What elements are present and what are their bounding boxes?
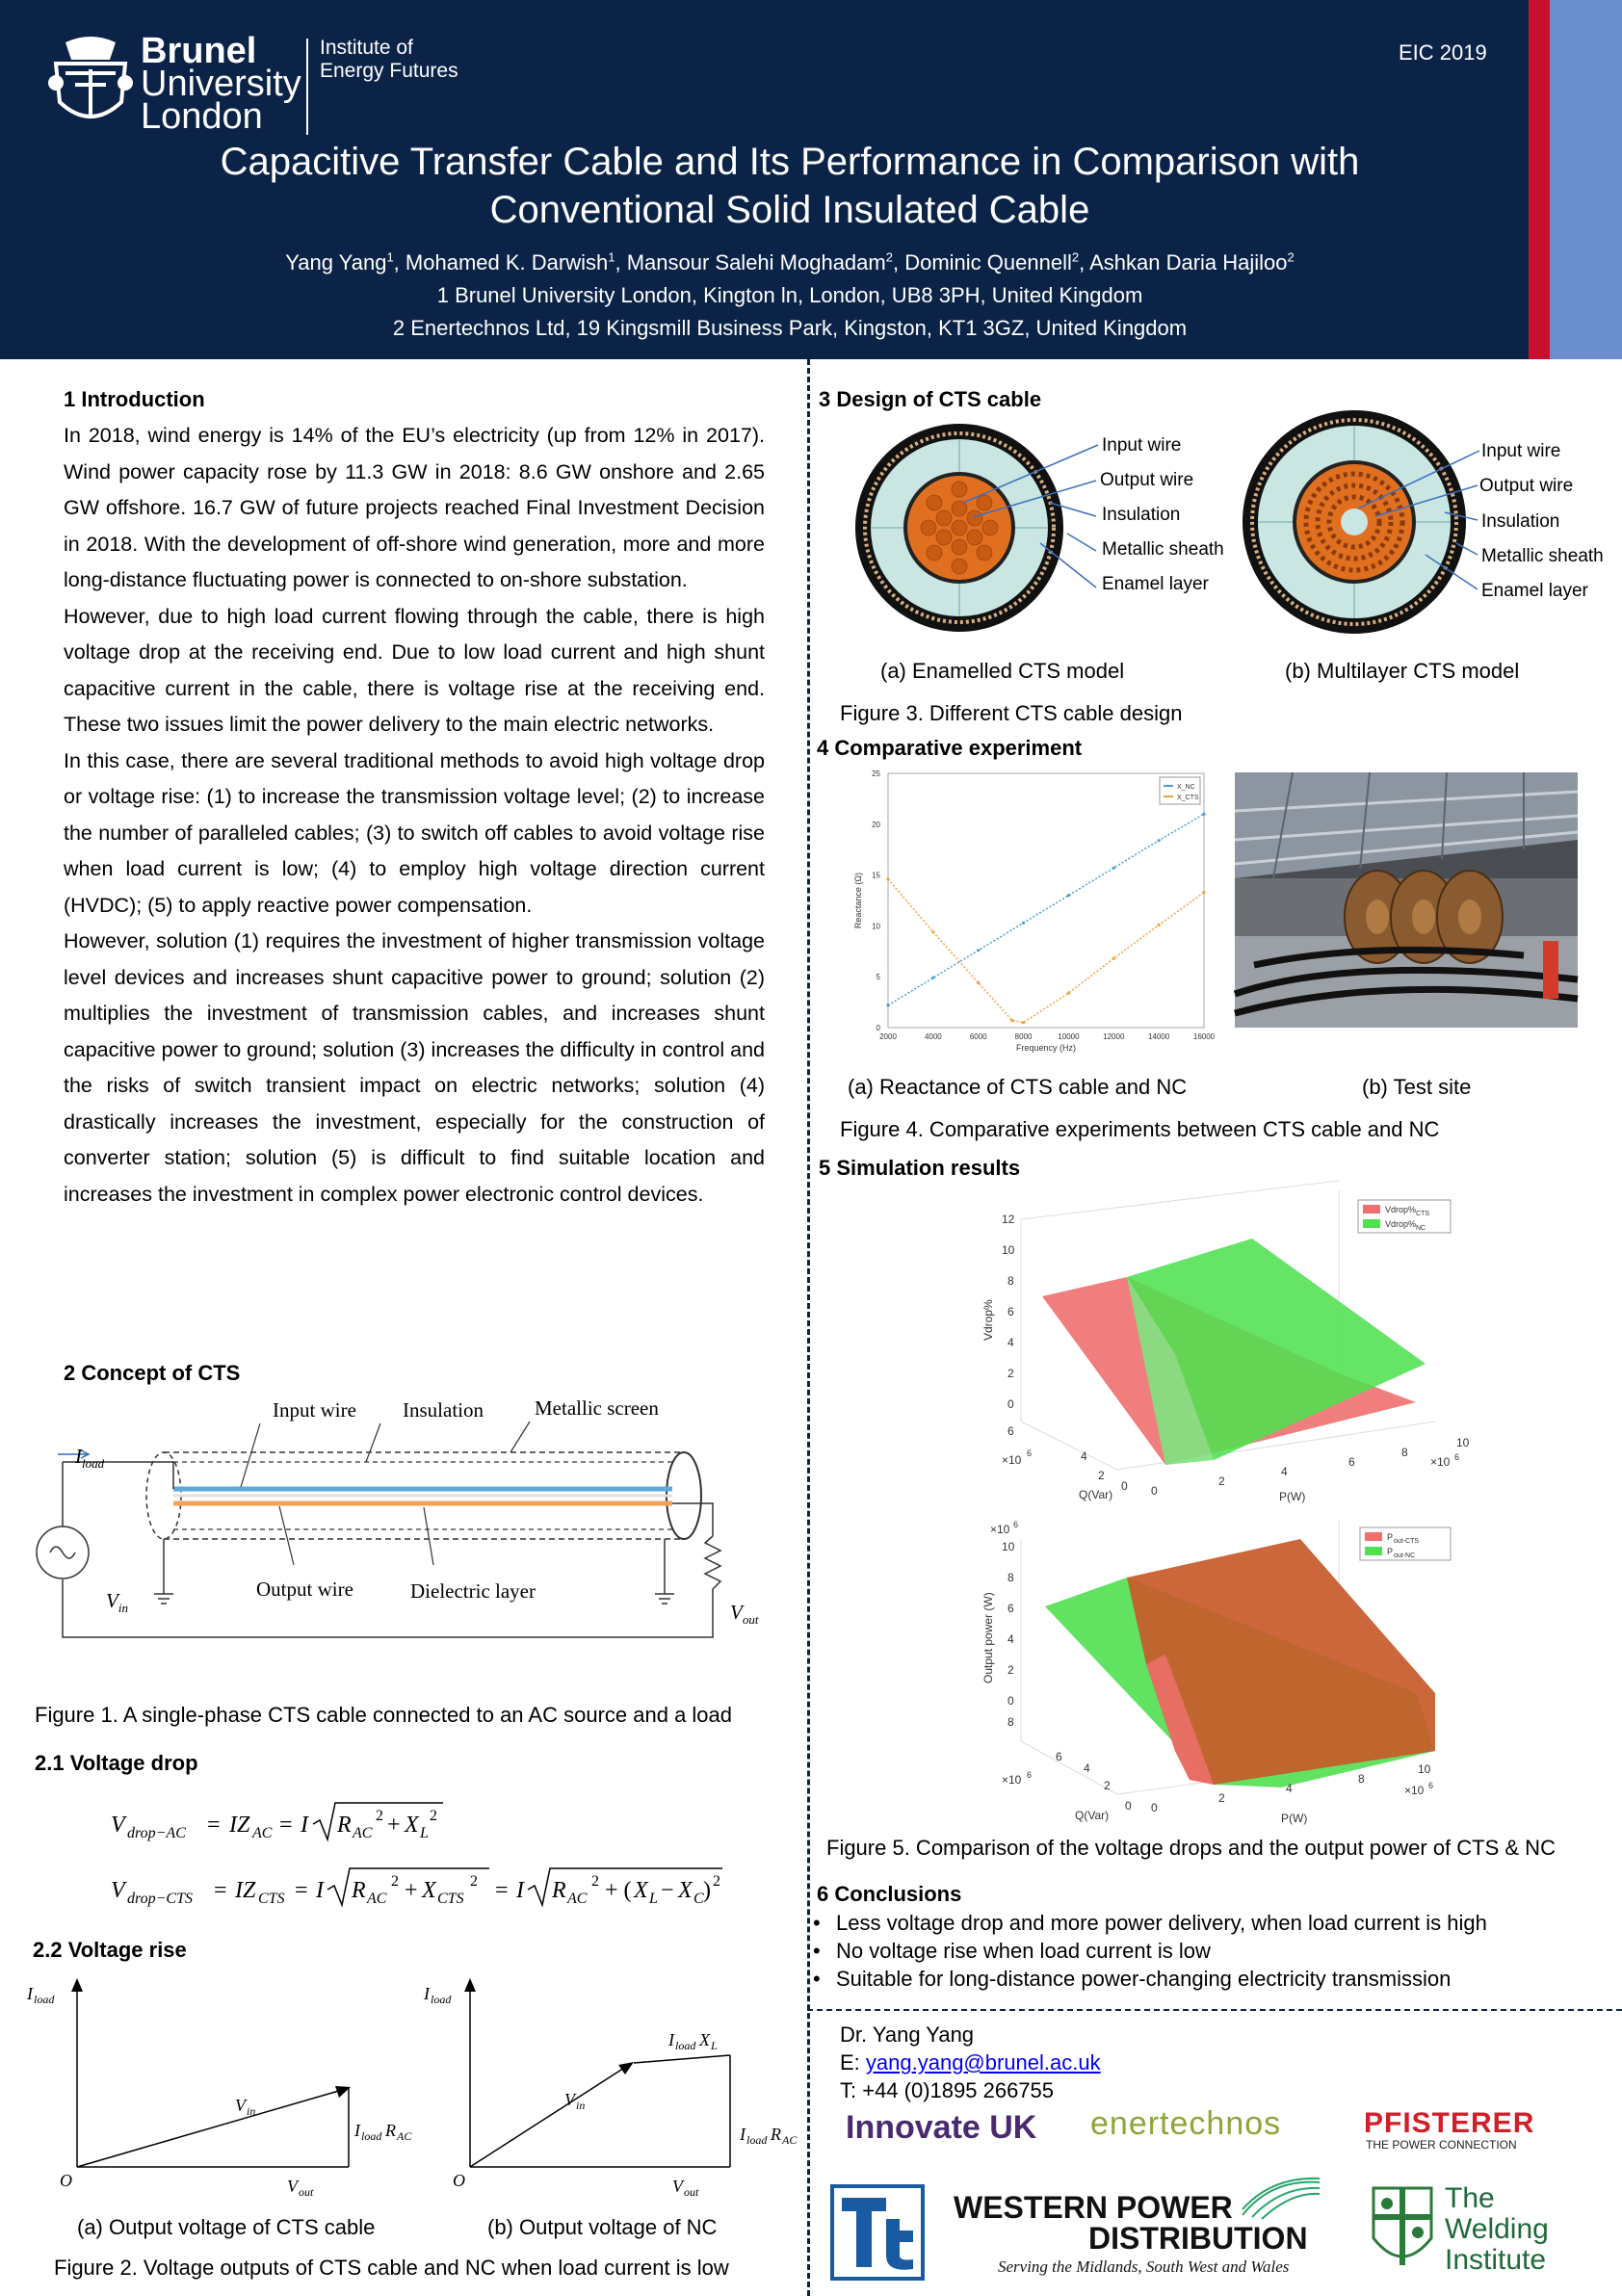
chart-point (1010, 1019, 1013, 1022)
svg-text:Q(Var): Q(Var) (1075, 1809, 1110, 1822)
chart-point (1022, 1021, 1025, 1024)
svg-text:IZ: IZ (235, 1878, 256, 1903)
svg-text:=: = (214, 1878, 227, 1903)
svg-text:10: 10 (1418, 1762, 1431, 1776)
svg-text:X: X (634, 1878, 648, 1903)
fig1-label-vin: $V_{in}$ (106, 1589, 128, 1616)
fig3a-label-insulation: Insulation (1102, 505, 1181, 525)
svg-text:AC: AC (397, 2129, 412, 2143)
svg-text:I: I (424, 1984, 430, 2003)
cts-circuit-diagram (48, 1387, 780, 1681)
chart-point (1202, 891, 1205, 894)
chart-point (977, 949, 980, 952)
svg-text:8: 8 (1007, 1715, 1014, 1729)
svg-text:=: = (279, 1813, 293, 1838)
pfisterer-logo: PFISTERER (1364, 2107, 1535, 2139)
tt-logo (830, 2184, 925, 2281)
svg-text:load: load (431, 1993, 452, 2006)
svg-text:V: V (672, 2177, 683, 2196)
svg-text:R: R (552, 1878, 566, 1903)
fig3a-label-enamel-layer: Enamel layer (1102, 574, 1209, 594)
author-1: Yang Yang$^1$, (285, 250, 406, 275)
chart-x-tick-label: 16000 (1192, 1032, 1216, 1041)
chart-x-tick-label: 10000 (1058, 1032, 1080, 1041)
twi-logo-line-1: The (1445, 2182, 1495, 2214)
affiliation-2: 2 Enertechnos Ltd, 19 Kingsmill Business Park, Kingston, KT1 3GZ, United Kingdom (392, 316, 1188, 340)
chart-x-tick-label: 2000 (879, 1032, 897, 1041)
voltage-drop-equations (106, 1793, 780, 1918)
svg-text:6: 6 (1348, 1455, 1355, 1469)
list-item: • Suitable for long-distance power-changing electricity transmission (817, 1965, 1487, 1993)
svg-text:I: I (516, 1878, 524, 1903)
svg-text:AC: AC (567, 1891, 588, 1907)
svg-text:AC: AC (367, 1891, 387, 1907)
chart-plot-area (888, 773, 1204, 1028)
wpd-logo-line-2: DISTRIBUTION (1088, 2221, 1308, 2256)
institute-line-2: Energy Futures (320, 60, 458, 82)
svg-text:CTS: CTS (437, 1891, 464, 1907)
logo-divider (306, 39, 308, 135)
svg-text:drop−CTS: drop−CTS (127, 1891, 193, 1907)
svg-text:4: 4 (1286, 1782, 1293, 1795)
chart-point (977, 981, 980, 984)
innovate-uk-logo: Innovate UK (846, 2109, 1037, 2146)
svg-text:4: 4 (1007, 1336, 1014, 1349)
svg-text:NC: NC (1416, 1225, 1426, 1232)
chart-y-tick-label: 10 (872, 922, 880, 931)
fig1-label-metallic-screen: Metallic screen (535, 1396, 659, 1420)
intro-paragraph-4: However, solution (1) requires the investment of higher transmission voltage level devices and increases shunt capacitive power to ground; solution (2) multiplies the investment of transmission cables, and increases shunt capacitive power to ground; solution (3) increases the difficulty in control and the risks of switch transient impact on electric networks; solution (4) drastically increases the investment, especially for the construction of converter station; solution (5) is difficult to find suitable location and increases the investment in complex power electronic control devices. (64, 929, 765, 1206)
fig3b-label-output-wire: Output wire (1479, 476, 1574, 496)
svg-text:=: = (495, 1878, 509, 1903)
poster-title-line-2: Conventional Solid Insulated Cable (489, 189, 1090, 231)
svg-text:0: 0 (1151, 1801, 1158, 1814)
svg-text:X: X (678, 1878, 693, 1903)
svg-text:I: I (668, 2030, 674, 2049)
fig1-label-vout: $V_{out}$ (730, 1601, 759, 1628)
fig3b-label-insulation: Insulation (1481, 511, 1560, 532)
svg-text:2: 2 (1104, 1779, 1111, 1792)
svg-text:×10: ×10 (1430, 1455, 1451, 1469)
intro-heading: 1 Introduction (64, 387, 205, 411)
svg-text:×10: ×10 (1002, 1773, 1022, 1787)
svg-text:X: X (405, 1813, 419, 1838)
intro-paragraph-2: However, due to high load current flowing through the cable, there is high voltage drop at the receiving end. Due to low load current and high shunt capacitive current in the cable, there is voltage rise at the receiving end. These two issues limit the power delivery to the main electric networks. (64, 604, 765, 736)
author-3: Mansour Salehi Moghadam$^2$, (626, 250, 905, 275)
svg-text:2: 2 (713, 1873, 720, 1890)
svg-text:V: V (111, 1878, 125, 1903)
pfisterer-tagline: THE POWER CONNECTION (1366, 2138, 1517, 2152)
author-2: Mohamed K. Darwish$^1$, (405, 250, 627, 275)
svg-text:6: 6 (1007, 1602, 1014, 1615)
simulation-heading: 5 Simulation results (819, 1156, 1021, 1180)
svg-text:0: 0 (1007, 1397, 1014, 1411)
svg-text:6: 6 (1056, 1750, 1062, 1763)
svg-text:load: load (746, 2133, 768, 2147)
conference-label: EIC 2019 (1399, 40, 1487, 65)
figure-1-caption: Figure 1. A single-phase CTS cable connected to an AC source and a load (35, 1703, 733, 1727)
contact-name: Dr. Yang Yang (840, 2022, 975, 2047)
phasor-diagram-cts (21, 1974, 412, 2205)
svg-text:out: out (684, 2185, 699, 2199)
chart-y-tick-label: 25 (872, 770, 880, 778)
test-site-photo (1235, 772, 1578, 1028)
svg-text:+: + (405, 1878, 418, 1903)
author-5: Ashkan Daria Hajiloo$^2$ (1089, 250, 1295, 275)
svg-text:AC: AC (353, 1825, 373, 1841)
svg-text:I: I (301, 1813, 308, 1838)
svg-text:X: X (699, 2030, 710, 2049)
svg-text:2: 2 (470, 1873, 478, 1890)
svg-text:6: 6 (1027, 1448, 1033, 1458)
svg-text:load: load (675, 2039, 696, 2052)
chart-legend-label: X_CTS (1177, 795, 1199, 801)
svg-text:2: 2 (1007, 1663, 1014, 1677)
fig1-label-dielectric: Dielectric layer (410, 1579, 536, 1603)
chart-point (1022, 922, 1025, 925)
concept-heading: 2 Concept of CTS (64, 1361, 241, 1385)
fig1-label-input-wire: Input wire (273, 1398, 356, 1422)
svg-text:L: L (420, 1825, 429, 1841)
svg-text:load: load (34, 1993, 55, 2006)
enertechnos-logo: enertechnos (1090, 2105, 1282, 2142)
list-item: • Less voltage drop and more power delivery, when load current is high (817, 1909, 1487, 1937)
intro-paragraph-1: In 2018, wind energy is 14% of the EU’s electricity (up from 12% in 2017). Wind power capacity rose by 11.3 GW in 2018: 8.6 GW onshore and 2.65 GW offshore. 16.7 GW of future projects reached Final Investment Decision in 2018. With the development of off-shore wind generation, more and more long-distance fluctuating power is connected to on-shore substation. (64, 424, 765, 591)
svg-text:2: 2 (1007, 1367, 1014, 1380)
svg-text:2: 2 (376, 1808, 383, 1824)
svg-text:V: V (235, 2096, 246, 2115)
svg-text:in: in (247, 2104, 256, 2118)
svg-text:V: V (564, 2090, 575, 2109)
svg-text:V: V (287, 2177, 298, 2196)
svg-text:C: C (693, 1891, 704, 1907)
header-stripe-blue (1550, 0, 1622, 359)
fig3a-label-output-wire: Output wire (1100, 470, 1194, 490)
svg-text:L: L (649, 1891, 658, 1907)
wpd-waves-icon (1243, 2179, 1320, 2219)
wpd-logo-line-1: WESTERN POWER (954, 2190, 1233, 2225)
chart-point (1067, 894, 1070, 897)
authors (0, 250, 1580, 275)
svg-text:O: O (453, 2171, 465, 2190)
chart-point (1202, 813, 1205, 816)
chart-point (1067, 991, 1070, 994)
svg-text:10: 10 (1002, 1540, 1015, 1553)
chart-point (1158, 924, 1161, 926)
svg-text:6: 6 (1454, 1452, 1460, 1462)
svg-text:in: in (576, 2099, 586, 2112)
svg-text:6: 6 (1428, 1781, 1434, 1790)
figure-2-caption: Figure 2. Voltage outputs of CTS cable and NC when load current is low (54, 2256, 729, 2280)
svg-text:AC: AC (252, 1825, 273, 1841)
chart-point (1112, 957, 1115, 960)
chart-y-tick-label: 0 (876, 1024, 880, 1032)
contact-email-link[interactable]: yang.yang@brunel.ac.uk (865, 2050, 1101, 2074)
fig1-label-iload: $I_{load}$ (75, 1445, 105, 1472)
author-4: Dominic Quennell$^2$, (904, 250, 1090, 275)
twi-crest-icon (1364, 2180, 1441, 2277)
svg-text:drop−AC: drop−AC (127, 1825, 186, 1841)
intro-paragraph-3: In this case, there are several traditional methods to avoid high voltage drop or voltage rise: (1) to increase the transmission voltage level; (2) to increase the number of paralleled cables; (3) to switch off cables to avoid voltage rise when load current is low; (4) to employ high voltage direction current (HVDC); (5) to apply reactive power compensation. (64, 748, 765, 917)
design-heading: 3 Design of CTS cable (819, 387, 1042, 411)
output-power-surface-plot (973, 1520, 1474, 1828)
svg-text:V: V (111, 1813, 125, 1838)
fig3b-label-input-wire: Input wire (1481, 441, 1561, 461)
svg-text:8: 8 (1401, 1446, 1408, 1459)
svg-text:2: 2 (1098, 1469, 1105, 1482)
svg-text:2: 2 (430, 1808, 437, 1824)
svg-text:2: 2 (1218, 1474, 1225, 1488)
svg-text:P(W): P(W) (1279, 1490, 1306, 1503)
chart-x-tick-label: 6000 (969, 1032, 987, 1041)
figure-3b-caption: (b) Multilayer CTS model (1285, 659, 1520, 683)
svg-text:R: R (771, 2125, 781, 2144)
voltage-drop-heading: 2.1 Voltage drop (35, 1751, 198, 1775)
svg-text:6: 6 (1013, 1520, 1019, 1529)
fig1-label-output-wire: Output wire (256, 1578, 353, 1601)
experiment-heading: 4 Comparative experiment (817, 736, 1083, 760)
svg-text:8: 8 (1007, 1571, 1014, 1584)
svg-text:2: 2 (391, 1873, 399, 1890)
chart-legend-label: X_NC (1177, 784, 1195, 791)
chart-y-tick-label: 20 (872, 820, 880, 829)
svg-text:=: = (295, 1878, 308, 1903)
svg-text:CTS: CTS (258, 1891, 285, 1907)
svg-text:4: 4 (1281, 1465, 1288, 1478)
chart-point (1112, 867, 1115, 870)
figure-2b-caption: (b) Output voltage of NC (487, 2215, 718, 2239)
fig3b-label-enamel-layer: Enamel layer (1481, 581, 1588, 601)
svg-text:L: L (711, 2039, 718, 2052)
figure-5-caption: Figure 5. Comparison of the voltage drops and the output power of CTS & NC (826, 1836, 1556, 1860)
enamelled-cts-leaders (954, 435, 1108, 599)
svg-text:6: 6 (1007, 1424, 1014, 1438)
chart-x-tick-label: 12000 (1103, 1032, 1125, 1041)
svg-text:I: I (740, 2125, 746, 2144)
svg-text:4: 4 (1084, 1761, 1090, 1775)
svg-text:−: − (661, 1878, 674, 1903)
svg-text:Vdrop%: Vdrop% (1385, 1219, 1417, 1229)
svg-text:P: P (1387, 1547, 1394, 1556)
list-item: • No voltage rise when load current is low (817, 1937, 1487, 1965)
reactance-chart (848, 766, 1214, 1055)
header-stripe-red (1529, 0, 1550, 359)
svg-text:I: I (354, 2121, 360, 2140)
svg-text:0: 0 (1151, 1484, 1158, 1498)
svg-text:2: 2 (591, 1873, 599, 1890)
svg-text:6: 6 (1007, 1305, 1014, 1318)
svg-text:8: 8 (1007, 1274, 1014, 1288)
svg-text:10: 10 (1002, 1243, 1015, 1257)
svg-text:×10: ×10 (1002, 1453, 1022, 1467)
svg-text:): ) (703, 1878, 711, 1903)
svg-text:R: R (337, 1813, 352, 1838)
svg-text:out: out (299, 2185, 314, 2199)
university-name-1: Brunel (141, 31, 257, 71)
svg-text:Output power (W): Output power (W) (981, 1592, 995, 1683)
figure-3a-caption: (a) Enamelled CTS model (880, 659, 1125, 683)
conclusions-heading: 6 Conclusions (817, 1882, 962, 1906)
chart-point (886, 1004, 889, 1006)
fig3a-label-input-wire: Input wire (1102, 435, 1182, 456)
contact-email: E: yang.yang@brunel.ac.uk (840, 2050, 1101, 2074)
chart-point (931, 977, 934, 979)
header-banner (0, 0, 1531, 359)
brunel-crest-icon (46, 35, 135, 136)
svg-text:0: 0 (1121, 1479, 1128, 1493)
twi-logo-line-2: Welding (1445, 2213, 1549, 2245)
affiliation-1: 1 Brunel University London, Kington ln, London, UB8 3PH, United Kingdom (436, 283, 1143, 307)
svg-text:P(W): P(W) (1281, 1812, 1308, 1825)
chart-x-axis-label: Frequency (Hz) (1015, 1043, 1077, 1053)
svg-text:+: + (387, 1813, 401, 1838)
svg-text:×10: ×10 (1404, 1784, 1425, 1797)
figure-4-caption: Figure 4. Comparative experiments between CTS cable and NC (840, 1117, 1440, 1141)
chart-y-axis-label: Reactance (Ω) (853, 872, 863, 929)
intro-body (64, 418, 765, 1213)
svg-text:2: 2 (1218, 1791, 1225, 1805)
svg-text:4: 4 (1081, 1449, 1087, 1463)
figure-4b-caption: (b) Test site (1362, 1075, 1472, 1099)
column-divider (807, 359, 810, 2296)
svg-text:CTS: CTS (1416, 1211, 1429, 1217)
chart-x-tick-label: 4000 (924, 1032, 942, 1041)
chart-point (931, 930, 934, 933)
svg-text:I: I (316, 1878, 324, 1903)
svg-text:12: 12 (1002, 1213, 1015, 1226)
svg-text:8: 8 (1358, 1772, 1365, 1786)
svg-text:R: R (385, 2121, 396, 2140)
figure-3-caption: Figure 3. Different CTS cable design (840, 701, 1183, 725)
svg-text:out-NC: out-NC (1394, 1552, 1416, 1559)
twi-logo-line-3: Institute (1445, 2244, 1547, 2276)
wpd-tagline: Serving the Midlands, South West and Wales (998, 2257, 1290, 2276)
svg-text:P: P (1387, 1532, 1394, 1542)
fig1-label-insulation: Insulation (403, 1398, 484, 1422)
voltage-drop-surface-plot (973, 1190, 1474, 1508)
fig3a-label-metallic-sheath: Metallic sheath (1102, 539, 1224, 560)
svg-text:4: 4 (1007, 1632, 1014, 1646)
figure-2a-caption: (a) Output voltage of CTS cable (77, 2215, 376, 2239)
svg-text:O: O (60, 2171, 72, 2190)
chart-x-tick-label: 8000 (1014, 1032, 1033, 1041)
poster-title-line-1: Capacitive Transfer Cable and Its Performance in Comparison with (220, 141, 1360, 183)
fig3b-label-metallic-sheath: Metallic sheath (1481, 546, 1604, 566)
institute-line-1: Institute of (320, 37, 413, 59)
svg-text:0: 0 (1125, 1799, 1132, 1813)
svg-text:+ (: + ( (605, 1878, 632, 1903)
svg-text:6: 6 (1027, 1770, 1033, 1780)
figure-4a-caption: (a) Reactance of CTS cable and NC (848, 1075, 1188, 1099)
chart-y-tick-label: 15 (872, 871, 880, 880)
chart-y-tick-label: 5 (876, 973, 880, 982)
svg-text:Q(Var): Q(Var) (1079, 1488, 1113, 1501)
chart-point (886, 877, 889, 880)
voltage-rise-heading: 2.2 Voltage rise (33, 1938, 187, 1962)
svg-text:Vdrop%: Vdrop% (1385, 1205, 1417, 1214)
svg-text:=: = (207, 1813, 221, 1838)
svg-text:I: I (27, 1984, 33, 2003)
svg-text:out-CTS: out-CTS (1394, 1538, 1420, 1545)
svg-text:AC: AC (782, 2133, 798, 2147)
phasor-diagram-nc (420, 1974, 805, 2205)
university-name-2: University (141, 64, 301, 104)
contact-phone: T: +44 (0)1895 266755 (840, 2078, 1055, 2102)
svg-text:0: 0 (1007, 1694, 1014, 1708)
chart-point (1158, 839, 1161, 842)
svg-text:load: load (361, 2129, 382, 2143)
chart-x-tick-label: 14000 (1148, 1032, 1170, 1041)
contact-divider (807, 2009, 1622, 2011)
svg-text:IZ: IZ (229, 1813, 250, 1838)
svg-text:×10: ×10 (990, 1523, 1010, 1536)
university-name-3: London (141, 96, 263, 137)
conclusions-list (817, 1909, 1487, 1993)
svg-text:Vdrop%: Vdrop% (981, 1299, 995, 1341)
svg-text:X: X (422, 1878, 436, 1903)
svg-text:10: 10 (1456, 1436, 1470, 1449)
multilayer-cts-leaders (1348, 439, 1483, 603)
svg-text:R: R (352, 1878, 366, 1903)
